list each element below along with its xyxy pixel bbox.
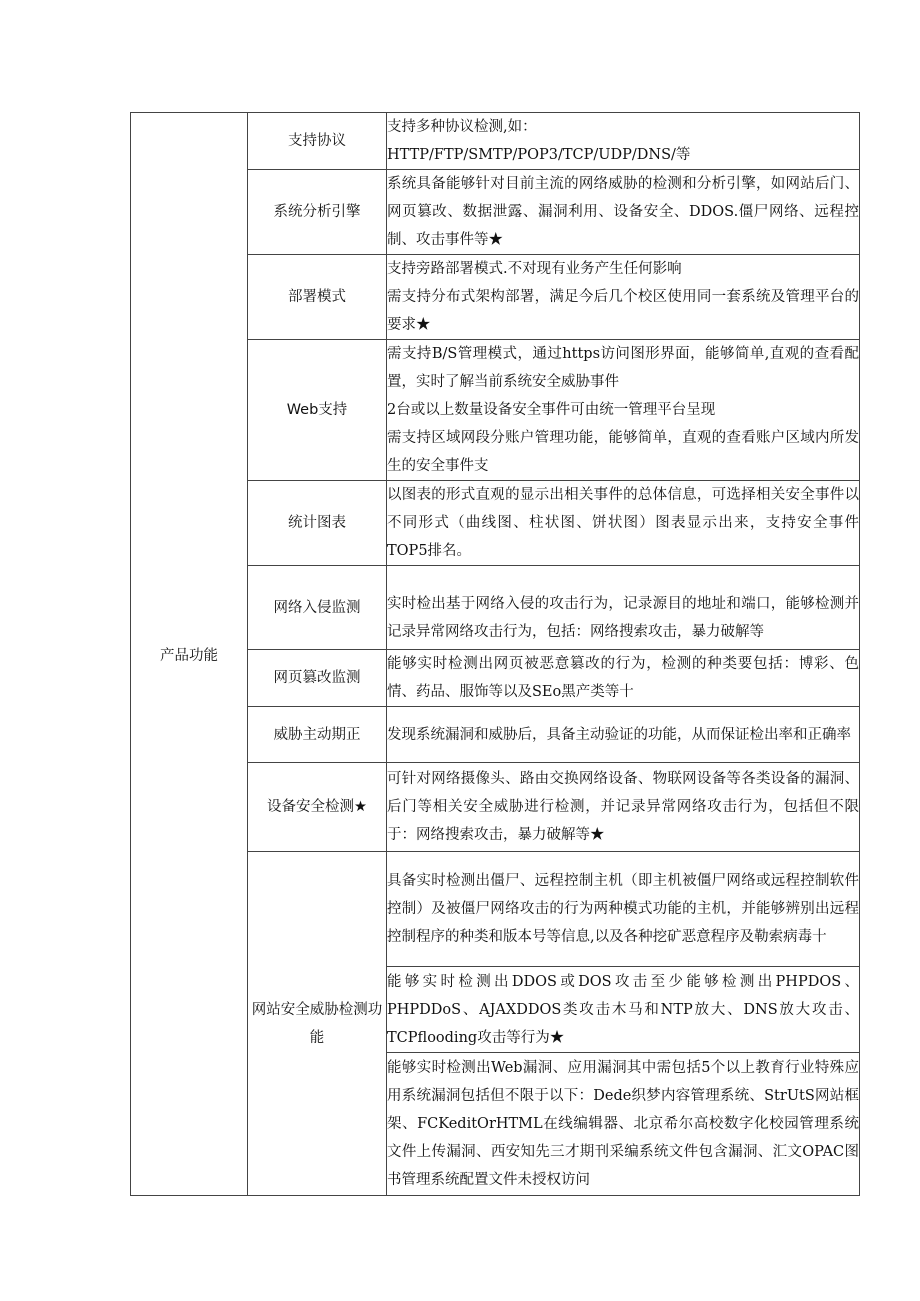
description-text: 支持旁路部署模式.不对现有业务产生任何影响	[387, 261, 682, 277]
feature-cell: 部署模式	[248, 255, 387, 340]
description-text: HTTP/FTP/SMTP/POP3/TCP/UDP/DNS/等	[387, 147, 691, 163]
feature-cell: 支持协议	[248, 113, 387, 170]
feature-cell: Web支持	[248, 340, 387, 481]
feature-cell: 设备安全检测★	[248, 763, 387, 852]
description-text: 以图表的形式直观的显示出相关事件的总体信息，可选择相关安全事件以不同形式（曲线图、柱状图、饼状图）图表显示出来，支持安全事件TOP5排名。	[387, 487, 859, 559]
feature-cell: 统计图表	[248, 481, 387, 566]
description-text: 可针对网络摄像头、路由交换网络设备、物联网设备等各类设备的漏洞、后门等相关安全威胁进行检测，并记录异常网络攻击行为，包括但不限于：网络搜索攻击，暴力破解等★	[387, 771, 859, 843]
description-text: 能够实时检测出网页被恶意篡改的行为，检测的种类要包括：博彩、色情、药品、服饰等以及SEo黑产类等十	[387, 656, 859, 700]
feature-cell: 网络入侵监测	[248, 566, 387, 650]
description-text: 具备实时检测出僵尸、远程控制主机（即主机被僵尸网络或远程控制软件控制）及被僵尸网络攻击的行为两种模式功能的主机，并能够辨别出远程控制程序的种类和版本号等信息,以及各种挖矿恶意程序及勒索病毒十	[387, 873, 859, 945]
description-text: 系统具备能够针对目前主流的网络威胁的检测和分析引擎，如网站后门、网页篡改、数据泄露、漏洞利用、设备安全、DDOS.僵尸网络、远程控制、攻击事件等★	[387, 176, 859, 248]
description-cell	[387, 650, 860, 707]
description-text: 需支持B/S管理模式，通过https访问图形界面，能够简单,直观的查看配置，实时了解当前系统安全威胁事件	[387, 346, 859, 390]
description-text: 需支持分布式架构部署，满足今后几个校区使用同一套系统及管理平台的要求★	[387, 289, 859, 333]
feature-cell: 网站安全威胁检测功能	[248, 852, 387, 1196]
description-text: 需支持区域网段分账户管理功能，能够简单，直观的查看账户区域内所发生的安全事件支	[387, 430, 859, 474]
description-text: 实时检出基于网络入侵的攻击行为，记录源目的地址和端口，能够检测并记录异常网络攻击行为，包括：网络搜索攻击，暴力破解等	[387, 595, 859, 640]
description-cell	[387, 481, 860, 566]
description-text: 2台或以上数量设备安全事件可由统一管理平台呈现	[387, 402, 716, 418]
description-cell	[387, 763, 860, 852]
feature-cell: 系统分析引擎	[248, 170, 387, 255]
description-cell	[387, 170, 860, 255]
category-cell: 产品功能	[131, 113, 248, 1196]
table-row	[131, 113, 860, 170]
spec-table	[130, 112, 860, 1196]
description-cell	[387, 852, 860, 967]
description-cell	[387, 967, 860, 1053]
feature-cell: 威胁主动期正	[248, 707, 387, 763]
description-text: 能够实时检测出Web漏洞、应用漏洞其中需包括5个以上教育行业特殊应用系统漏洞包括但不限于以下：Dede织梦内容管理系统、StrUtS网站框架、FCKeditOrHTML在线编辑器、北京希尔高校数字化校园管理系统文件上传漏洞、西安知先三才期刊采编系统文件包含漏洞、汇文OPAC图书管理系统配置文件未授权访问	[387, 1060, 859, 1188]
feature-cell: 网页篡改监测	[248, 650, 387, 707]
description-cell	[387, 1053, 860, 1196]
description-cell	[387, 707, 860, 763]
description-text: 支持多种协议检测,如：	[387, 119, 537, 135]
description-text: 能够实时检测出DDOS或DOS攻击至少能够检测出PHPDOS、PHPDDoS、AJAXDDOS类攻击木马和NTP放大、DNS放大攻击、TCPflooding攻击等行为★	[387, 973, 859, 1046]
description-cell	[387, 340, 860, 481]
description-cell	[387, 113, 860, 170]
description-text: 发现系统漏洞和威胁后，具备主动验证的功能，从而保证检出率和正确率	[387, 726, 851, 743]
description-cell	[387, 255, 860, 340]
description-cell	[387, 566, 860, 650]
